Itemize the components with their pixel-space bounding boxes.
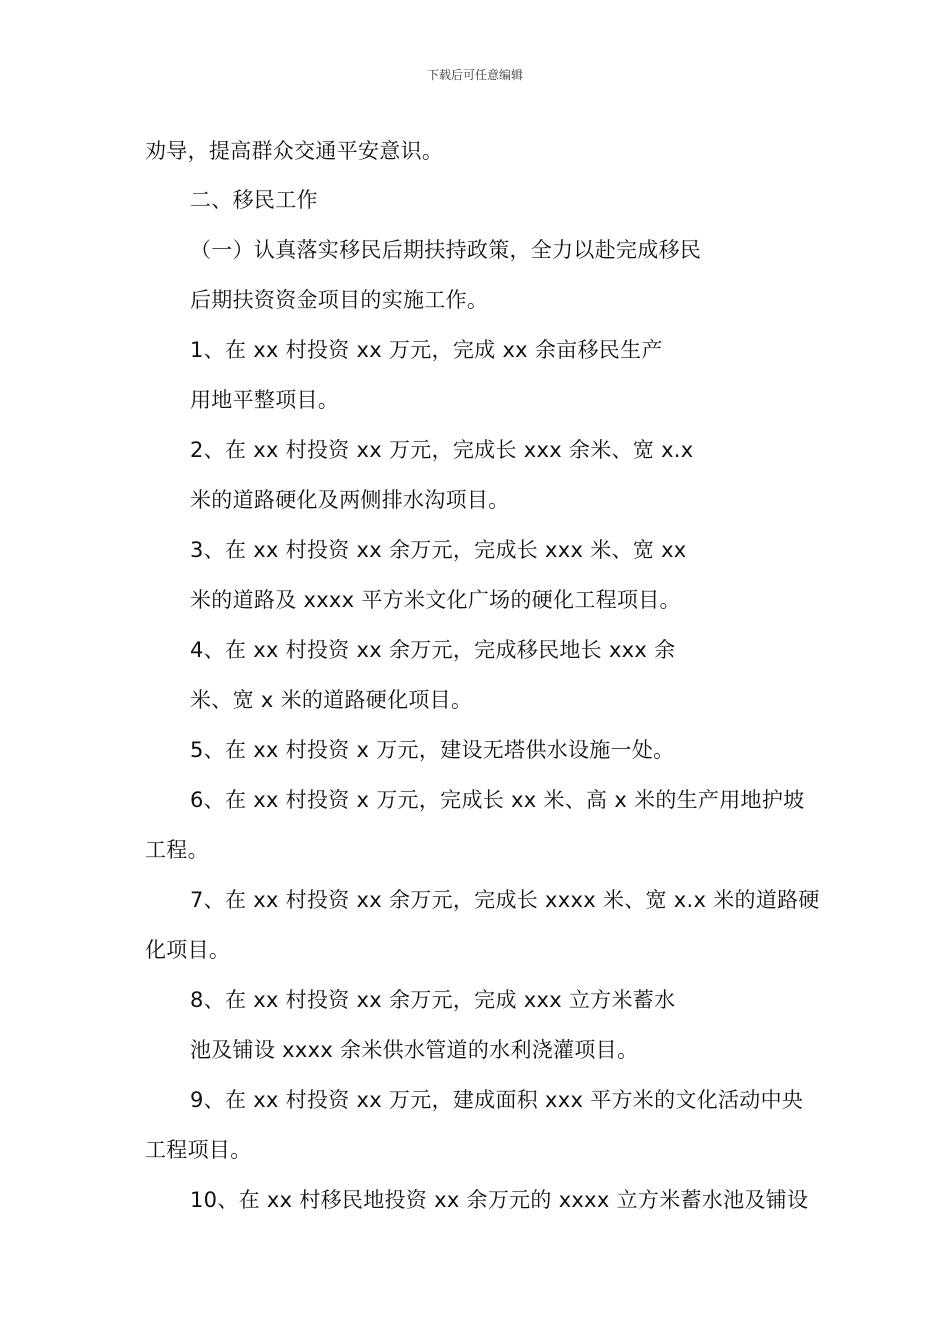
paragraph-line: 米的道路硬化及两侧排水沟项目。 — [190, 488, 510, 512]
paragraph-line: 米的道路及 xxxx 平方米文化广场的硬化工程项目。 — [190, 588, 681, 612]
subsection-heading: （一）认真落实移民后期扶持政策，全力以赴完成移民 — [190, 238, 702, 262]
list-item: 9、在 xx 村投资 xx 万元，建成面积 xxx 平方米的文化活动中央 — [190, 1088, 804, 1112]
list-item: 2、在 xx 村投资 xx 万元，完成长 xxx 余米、宽 x.x — [190, 438, 694, 462]
paragraph-line: 用地平整项目。 — [190, 388, 340, 412]
paragraph-line: 米、宽 x 米的道路硬化项目。 — [190, 688, 473, 712]
paragraph-line: 劝导，提高群众交通平安意识。 — [145, 139, 444, 163]
paragraph-line: 化项目。 — [145, 938, 231, 962]
paragraph-line: 工程项目。 — [145, 1138, 252, 1162]
paragraph-line: 工程。 — [145, 838, 209, 862]
list-item: 6、在 xx 村投资 x 万元，完成长 xx 米、高 x 米的生产用地护坡 — [190, 788, 805, 812]
list-item: 5、在 xx 村投资 x 万元，建设无塔供水设施一处。 — [190, 738, 675, 762]
list-item: 7、在 xx 村投资 xx 余万元，完成长 xxxx 米、宽 x.x 米的道路硬 — [190, 888, 820, 912]
page-header-note: 下载后可任意编辑 — [426, 68, 523, 82]
list-item: 4、在 xx 村投资 xx 余万元，完成移民地长 xxx 余 — [190, 638, 676, 662]
section-heading: 二、移民工作 — [190, 188, 318, 212]
paragraph-line: 池及铺设 xxxx 余米供水管道的水利浇灌项目。 — [190, 1038, 639, 1062]
list-item: 8、在 xx 村投资 xx 余万元，完成 xxx 立方米蓄水 — [190, 988, 676, 1012]
list-item: 10、在 xx 村移民地投资 xx 余万元的 xxxx 立方米蓄水池及铺设 — [190, 1188, 809, 1212]
list-item: 3、在 xx 村投资 xx 余万元，完成长 xxx 米、宽 xx — [190, 538, 687, 562]
list-item: 1、在 xx 村投资 xx 万元，完成 xx 余亩移民生产 — [190, 338, 663, 362]
paragraph-line: 后期扶资资金项目的实施工作。 — [190, 288, 489, 312]
